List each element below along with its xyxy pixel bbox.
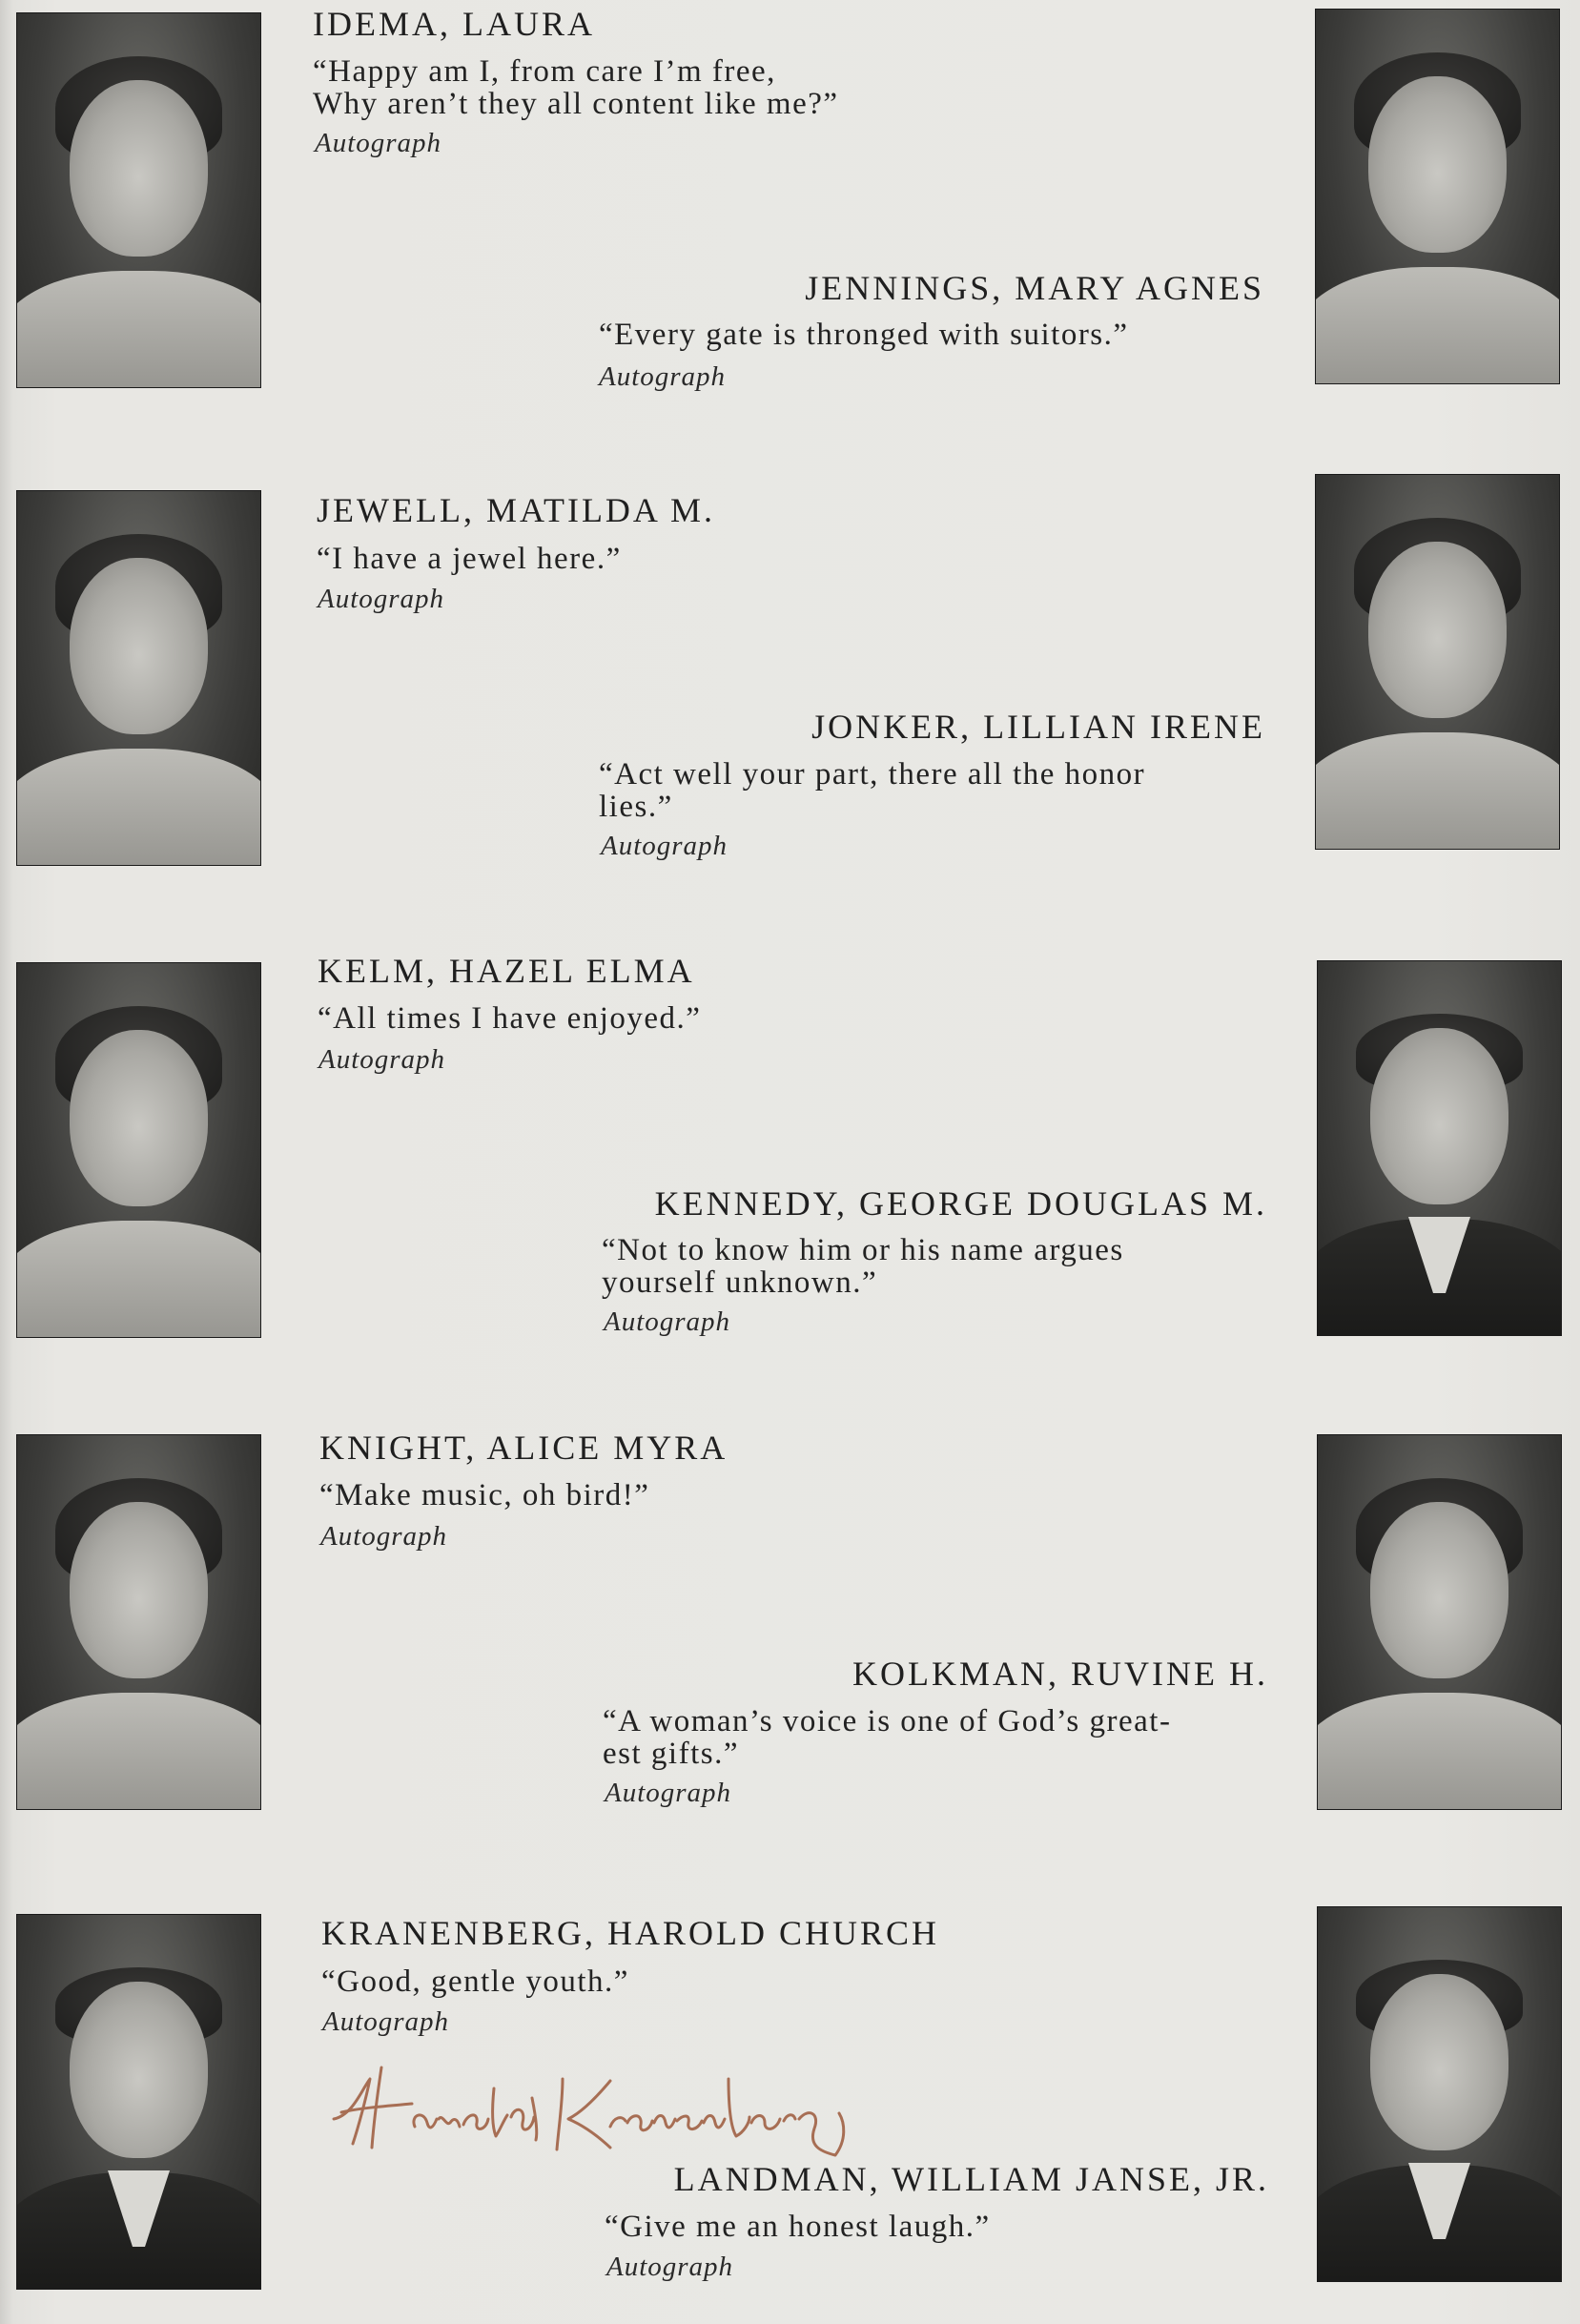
autograph-label: Autograph (322, 2006, 450, 2037)
entry-quote-line: “All times I have enjoyed.” (318, 1001, 702, 1036)
autograph-label: Autograph (605, 1778, 732, 1808)
entry-name: JONKER, LILLIAN IRENE (811, 708, 1265, 746)
portrait-kolkman (1318, 1435, 1561, 1809)
entry-name: JENNINGS, MARY AGNES (805, 269, 1264, 307)
portrait-kelm (17, 963, 260, 1337)
portrait-kranenberg (17, 1915, 260, 2289)
autograph-label: Autograph (320, 1521, 448, 1552)
entry-quote-line: “Good, gentle youth.” (321, 1964, 629, 1999)
entry-name: LANDMAN, WILLIAM JANSE, JR. (673, 2160, 1269, 2198)
portrait-jonker (1316, 475, 1559, 849)
entry-name: KENNEDY, GEORGE DOUGLAS M. (654, 1184, 1267, 1223)
portrait-landman (1318, 1907, 1561, 2281)
entry-quote-line: “Give me an honest laugh.” (605, 2210, 991, 2244)
entry-name: KELM, HAZEL ELMA (318, 952, 695, 990)
autograph-label: Autograph (601, 831, 728, 861)
entry-name: KNIGHT, ALICE MYRA (319, 1429, 728, 1467)
entry-name: KOLKMAN, RUVINE H. (852, 1655, 1268, 1693)
autograph-label: Autograph (604, 1306, 731, 1337)
entry-quote-line: lies.” (599, 790, 673, 824)
autograph-label: Autograph (318, 1044, 446, 1075)
entry-quote-line: “Not to know him or his name argues (602, 1233, 1124, 1267)
entry-name: IDEMA, LAURA (313, 5, 595, 43)
autograph-label: Autograph (606, 2252, 734, 2282)
handwritten-signature (324, 2060, 915, 2165)
entry-name: JEWELL, MATILDA M. (317, 491, 715, 529)
entry-quote-line: “Every gate is thronged with suitors.” (599, 318, 1129, 352)
entry-quote-line: yourself unknown.” (602, 1265, 878, 1300)
portrait-jewell (17, 491, 260, 865)
autograph-label: Autograph (599, 361, 727, 392)
entry-quote-line: “Act well your part, there all the honor (599, 757, 1146, 792)
portrait-knight (17, 1435, 260, 1809)
entry-quote-line: Why aren’t they all content like me?” (313, 87, 839, 121)
entry-quote-line: “Happy am I, from care I’m free, (313, 54, 776, 89)
entry-quote-line: “Make music, oh bird!” (319, 1478, 650, 1512)
portrait-kennedy (1318, 961, 1561, 1335)
portrait-jennings (1316, 10, 1559, 383)
autograph-label: Autograph (318, 584, 445, 614)
portrait-idema (17, 13, 260, 387)
entry-quote-line: “I have a jewel here.” (317, 542, 622, 576)
entry-quote-line: “A woman’s voice is one of God’s great- (603, 1704, 1172, 1738)
entry-name: KRANENBERG, HAROLD CHURCH (321, 1914, 940, 1952)
entry-quote-line: est gifts.” (603, 1737, 739, 1771)
autograph-label: Autograph (315, 128, 442, 158)
